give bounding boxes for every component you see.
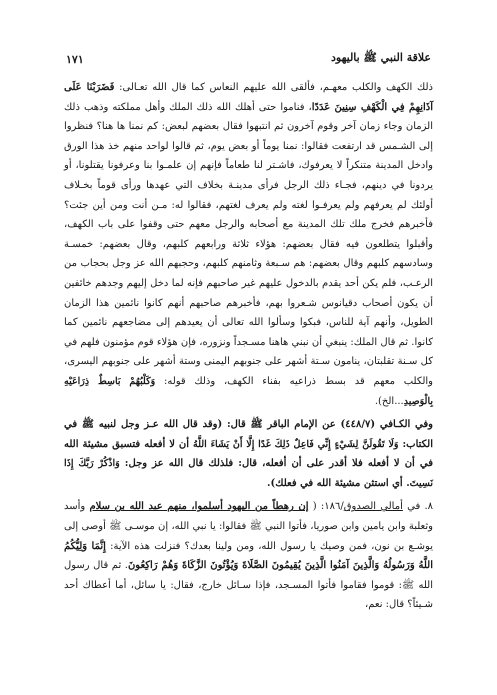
text-segment: ذلك الكهف والكلب معهـم، فألقى الله عليهم النعاس كما قال الله تعـالى: <box>114 82 433 93</box>
quran-quote: وَاذْكُرْ رَبَّكَ إِذَا نَسِيتَ <box>64 458 433 489</box>
page-number: ١٧١ <box>66 52 84 66</box>
running-title: علاقة النبي ﷺ باليهود <box>330 51 431 64</box>
source-title: أمالي الصدوق <box>343 501 403 513</box>
item-number: ٨. في <box>402 501 434 513</box>
text-segment: . أي استثن مشيئة الله في فعلك). <box>267 477 410 489</box>
text-segment: ...الخ). <box>374 395 404 407</box>
quran-quote: فَضَرَبْنَا عَلَى آذَانِهِمْ فِي الْكَهْفِ سِنِينَ عَدَدًا <box>64 82 433 113</box>
paragraph-kahf-story <box>64 78 433 411</box>
paragraph-amali <box>64 497 433 615</box>
text-segment: . ثم قال رسول الله ﷺ: قوموا فقاموا فأتوا المسـجد، فإذا سـائل خارج، فقال: يا سائل، أما أعطاك أحد شـيئاً؟ قال: نعم، <box>64 560 433 611</box>
text-segment: وأسد وثعلبة وابن يامين وابن صوريا، فأتوا النبي ﷺ فقالوا: يا نبي الله، إن موسـى ﷺ أوصى إلى يوشـع بن نون، فمن وصيك يا رسول الله، ومن ولينا بعدك؟ فنزلت هذه الآية: <box>64 501 433 552</box>
quran-quote: وَكَلْبُهُمْ بَاسِطٌ ذِرَاعَيْهِ بِالْوَصِيدِ <box>64 375 433 407</box>
text-segment: وفي الكـافي (٤٤٨/٧) عن الإمام الباقر ﷺ قال: (وقد قال الله عـز وجل لنبيه ﷺ في الكتاب: <box>64 419 434 450</box>
source-ref: /١٨٦: ( <box>308 501 344 513</box>
paragraph-kafi <box>64 415 433 493</box>
page-header <box>66 50 431 68</box>
quran-quote: إِنَّمَا وَلِيُّكُمُ اللَّهُ وَرَسُولُهُ وَالَّذِينَ آمَنُوا الَّذِينَ يُقِيمُونَ الصَّلَاةَ وَيُؤْتُونَ الزَّكَاةَ وَهُمْ رَاكِعُونَ <box>64 540 433 572</box>
text-segment: إن رهطاً من اليهود أسلموا، منهم عبد الله بن سلام <box>89 501 309 513</box>
text-segment: ، فناموا حتى أهلك الله ذلك الملك وأهل مملكته وذهب ذلك الزمان وجاء زمان آخر وقوم آخرون ثم انتبهوا فقال بعضهم لبعض: كم نمنا ها هنا؟ فنظروا إلى الشـمس قد ارتفعت فقالوا: نمنا يوماً أو بعض يوم، ثم قالوا لواحد منهم خذ هذا الورق وادخل المدينة متنكراً لا يعرفوك، فاشـتر لنا طعاماً فإنهم إن علمـوا بنا وعرفونا يقتلونا، أو يردونا في دينهم، فجـاء ذلك الرجل فرأى مدينـة بخلاف التي عهدها ورأى قوماً بخـلاف أولئك لم يعرفهم ولم يعرفـوا لغته ولم يعرف لغتهم، فقالوا له: مـن أنت ومن أين جئت؟ فأخبرهم فخرج ملك تلك المدينة مع أصحابه والرجل معهم حتى وقفوا على باب الكهف، وأقبلوا يتطلعون فيه فقال بعضهم: هؤلاء ثلاثة ورابعهم كلبهم، وقال بعضهم: خمسـة وسادسهم كلبهم وقال بعضهم: هم سـبعة وثامنهم كلبهم، وحجبهم الله عز وجل بحجاب من الرعـب، فلم يكن أحد يقدم بالدخول عليهم غير صاحبهم فإنه لما دخل إليهم وجدهم خائفين أن يكون أصحاب دقيانوس شـعروا بهم، فأخبرهم صاحبهم أنهم كانوا نائمين هذا الزمان الطويل، وأنهم آية للناس، فبكوا وسألوا الله تعالى أن يعيدهم إلى مضاجعهم نائمين كما كانوا. ثم قال الملك: ينبغي أن نبني هاهنا مسـجداً ونزوره، فإن هؤلاء قوم مؤمنون فلهم في كل سـنة تقلبتان، ينامون سـتة أشهر على جنوبهم اليمنى وستة أشهر على جنوبهم اليسرى، والكلب معهم قد بسط ذراعيه بفناء الكهف، وذلك قوله: <box>64 101 433 387</box>
quran-quote: وَلَا تَقُولَنَّ لِشَيْءٍ إِنِّي فَاعِلٌ ذَلِكَ غَدًا إِلَّا أَنْ يَشَاءَ اللَّهُ <box>193 438 399 450</box>
text-segment: أن لا أفعله فتسبق مشيئة الله في أن لا أفعله فلا أقدر على أن أفعله، قال: فلذلك قال الله عز وجل: <box>64 438 433 470</box>
page-body <box>64 78 433 615</box>
